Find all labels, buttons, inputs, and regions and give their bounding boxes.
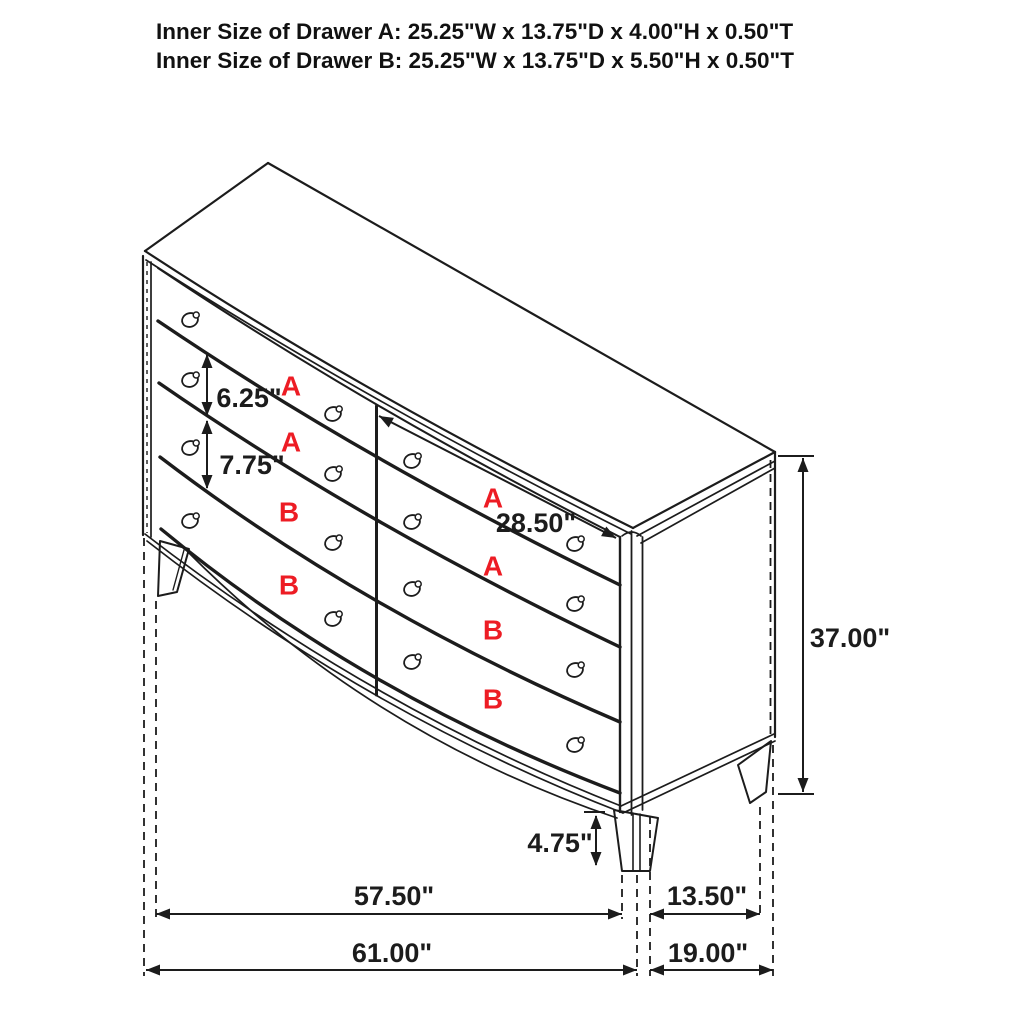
arrow-down-icon [798, 778, 809, 792]
arrow-up-icon [591, 815, 602, 829]
drawer-knob [323, 405, 342, 423]
dimension-label-drawer-b-gap: 7.75" [219, 450, 285, 480]
arrow-right-icon [623, 965, 637, 976]
drawer-knob [402, 653, 421, 671]
top-left-edge [145, 163, 268, 251]
dresser-legs [158, 541, 771, 871]
dimension-label-drawer-a-gap: 6.25" [216, 383, 282, 413]
top-back-edge [268, 163, 775, 452]
drawer-knob [180, 439, 199, 457]
dimension-label-front-leg-span: 57.50" [353, 881, 435, 911]
drawer-knob [180, 371, 199, 389]
front-center-leg [614, 810, 658, 871]
drawer-knob [402, 452, 421, 470]
diagram-title [156, 19, 794, 73]
dimension-label-overall-height: 37.00" [809, 623, 891, 653]
dimension-label-leg-height: 4.75" [527, 828, 593, 858]
drawer-label-left-2: A [280, 426, 302, 458]
drawer-knob [402, 580, 421, 598]
drawer-label-right-1: A [482, 482, 504, 514]
drawer-label-left-1: A [280, 370, 302, 402]
arrow-right-icon [759, 965, 773, 976]
drawer-separator-3 [160, 457, 620, 722]
drawer-knob [402, 513, 421, 531]
title-line-2: Inner Size of Drawer B: 25.25"W x 13.75"D x 5.50"H x 0.50"T [156, 48, 794, 73]
drawer-knob [565, 595, 584, 613]
drawer-label-right-4: B [482, 683, 504, 715]
drawer-knob [565, 661, 584, 679]
top-right-edge [633, 452, 775, 528]
arrow-up-icon [798, 458, 809, 472]
arrow-up-icon [202, 420, 213, 434]
arrow-right-icon [746, 909, 760, 920]
dresser-top [145, 163, 775, 543]
side-top-thickness-line [637, 461, 775, 536]
drawer-knob [323, 534, 342, 552]
arrow-right-icon [608, 909, 622, 920]
drawer-label-right-3: B [482, 614, 504, 646]
drawer-label-right-2: A [482, 550, 504, 582]
arrow-left-icon [156, 909, 170, 920]
arrow-left-icon [650, 965, 664, 976]
side-top-thickness-line [641, 468, 775, 543]
drawer-knob [180, 512, 199, 530]
drawer-separator-4 [161, 529, 620, 793]
drawer-knob [565, 736, 584, 754]
drawer-knob [323, 610, 342, 628]
drawer-label-left-3: B [278, 496, 300, 528]
dimension-label-side-leg-span: 13.50" [666, 881, 748, 911]
drawer-label-left-4: B [278, 569, 300, 601]
arrow-left-icon [146, 965, 160, 976]
dimension-label-overall-depth: 19.00" [667, 938, 749, 968]
arrow-left-icon [650, 909, 664, 920]
title-line-1: Inner Size of Drawer A: 25.25"W x 13.75"D x 4.00"H x 0.50"T [156, 19, 794, 44]
drawer-knob [323, 465, 342, 483]
dimension-label-overall-width: 61.00" [351, 938, 433, 968]
arrow-down-icon [202, 475, 213, 489]
dimension-label-drawer-section-width: 28.50" [495, 508, 577, 538]
drawer-knob [180, 311, 199, 329]
